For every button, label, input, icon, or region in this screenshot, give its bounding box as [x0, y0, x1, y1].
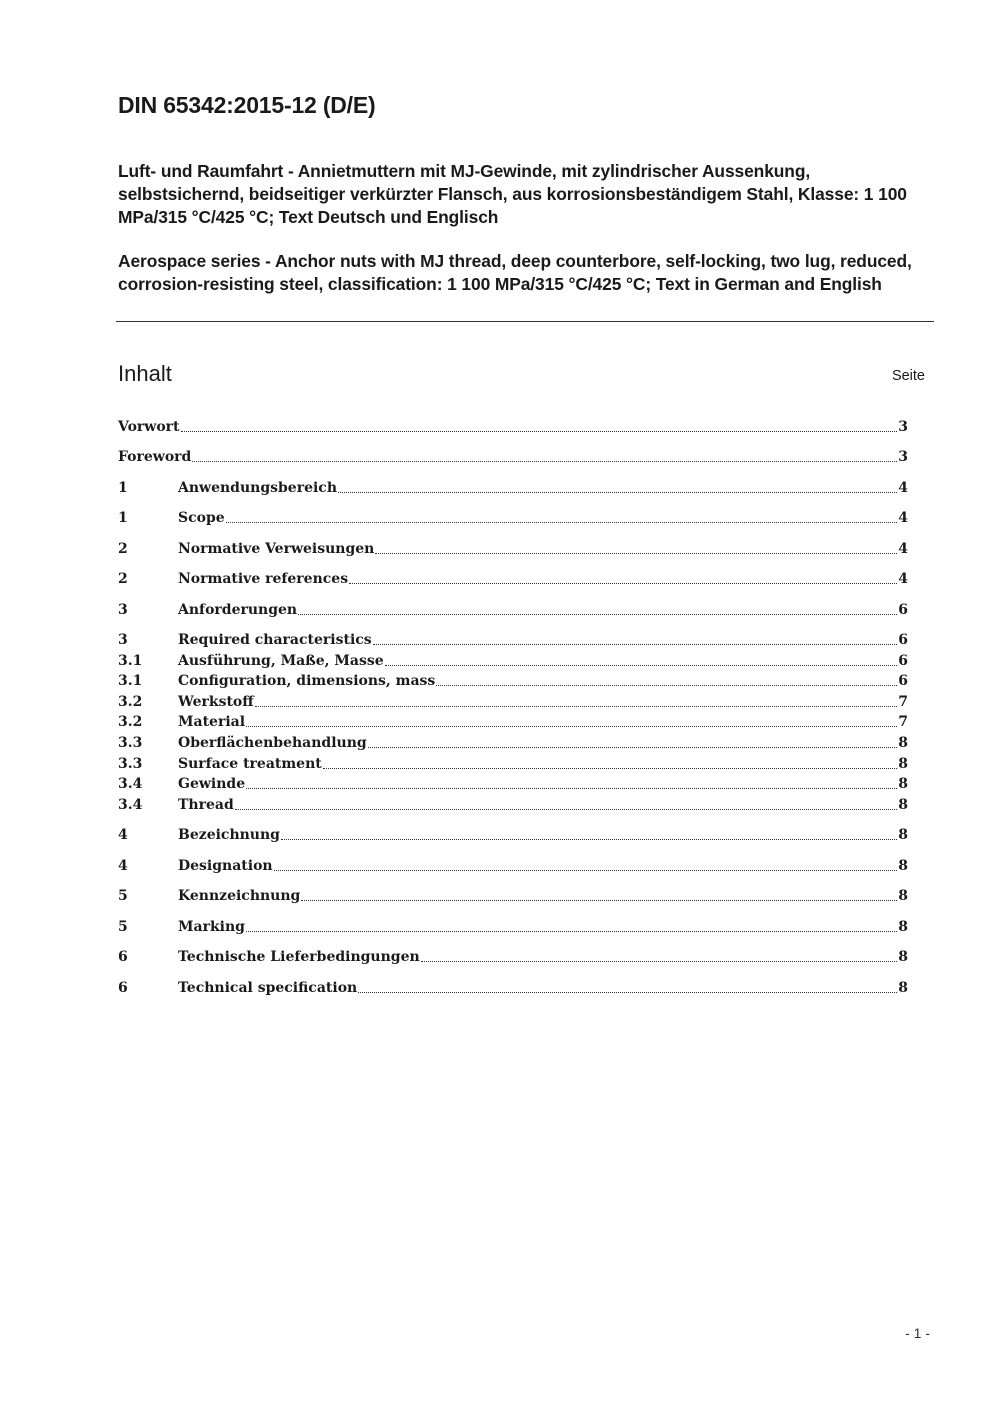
toc-entry[interactable]	[118, 569, 908, 589]
toc-dot-leader	[358, 992, 897, 993]
toc-entry[interactable]	[118, 712, 908, 732]
toc-entry-title: Technische Lieferbedingungen	[178, 949, 420, 965]
toc-dot-leader	[274, 870, 898, 871]
toc-entry-page: 4	[898, 510, 908, 526]
toc-entry[interactable]	[118, 825, 908, 845]
toc-entry[interactable]	[118, 856, 908, 876]
toc-entry-title: Kennzeichnung	[178, 888, 301, 904]
toc-dot-leader	[281, 839, 897, 840]
toc-entry-page: 4	[898, 571, 908, 587]
toc-entry-title: Gewinde	[178, 776, 246, 792]
toc-entry-page: 7	[898, 714, 908, 730]
toc-dot-leader	[349, 583, 897, 584]
contents-heading: Inhalt	[118, 361, 172, 386]
toc-entry-title: Designation	[178, 858, 273, 874]
toc-entry-page: 8	[898, 735, 908, 751]
toc-dot-leader	[421, 961, 898, 962]
toc-entry-number: 3.3	[118, 756, 143, 772]
toc-entry[interactable]	[118, 947, 908, 967]
toc-dot-leader	[373, 644, 898, 645]
toc-entry-page: 7	[898, 694, 908, 710]
toc-entry-title: Surface treatment	[178, 756, 322, 772]
toc-entry-title: Technical specification	[178, 980, 358, 996]
page-number: - 1 -	[905, 1325, 930, 1341]
toc-entry-number: 5	[118, 919, 128, 935]
toc-dot-leader	[255, 706, 898, 707]
toc-entry-title: Oberflächenbehandlung	[178, 735, 367, 751]
page-column-label: Seite	[891, 368, 925, 384]
toc-entry-page: 8	[898, 776, 908, 792]
toc-entry-number: 3.3	[118, 735, 143, 751]
toc-entry-page: 4	[898, 541, 908, 557]
toc-entry-number: 3.4	[118, 776, 143, 792]
toc-entry[interactable]	[118, 692, 908, 712]
toc-dot-leader	[246, 931, 897, 932]
toc-entry-page: 6	[898, 632, 908, 648]
title-divider	[116, 321, 934, 322]
toc-entry-number: 2	[118, 541, 128, 557]
toc-entry-title: Normative Verweisungen	[178, 541, 375, 557]
toc-dot-leader	[323, 768, 898, 769]
toc-entry-number: 3.4	[118, 797, 143, 813]
toc-entry-title: Vorwort	[118, 419, 180, 435]
toc-entry-title: Scope	[178, 510, 225, 526]
toc-entry-number: 4	[118, 827, 128, 843]
toc-entry-title: Material	[178, 714, 246, 730]
toc-entry[interactable]	[118, 917, 908, 937]
toc-entry-title: Bezeichnung	[178, 827, 280, 843]
toc-dot-leader	[301, 900, 897, 901]
toc-entry[interactable]	[118, 774, 908, 794]
toc-dot-leader	[226, 522, 898, 523]
toc-dot-leader	[375, 553, 897, 554]
toc-entry[interactable]	[118, 795, 908, 815]
toc-dot-leader	[368, 747, 898, 748]
toc-dot-leader	[246, 788, 897, 789]
document-id: DIN 65342:2015-12 (D/E)	[118, 92, 376, 118]
toc-entry-page: 6	[898, 653, 908, 669]
title-english: Aerospace series - Anchor nuts with MJ thread, deep counterbore, self-locking, two lug, reduced, corrosion-resisting steel, classification: 1 100 MPa/315 °C/425 °C; Text in German and English	[118, 251, 912, 294]
toc-entry-number: 3.2	[118, 714, 143, 730]
toc-entry-title: Configuration, dimensions, mass	[178, 673, 436, 689]
toc-entry-page: 8	[898, 756, 908, 772]
toc-entry-number: 3	[118, 632, 128, 648]
toc-entry-page: 3	[898, 449, 908, 465]
toc-entry[interactable]	[118, 671, 908, 691]
toc-dot-leader	[181, 431, 898, 432]
toc-entry[interactable]	[118, 508, 908, 528]
toc-entry-page: 6	[898, 673, 908, 689]
toc-entry-page: 8	[898, 949, 908, 965]
toc-entry-page: 6	[898, 602, 908, 618]
toc-dot-leader	[338, 492, 897, 493]
toc-entry[interactable]	[118, 886, 908, 906]
toc-dot-leader	[192, 461, 897, 462]
toc-entry-title: Normative references	[178, 571, 349, 587]
toc-entry-title: Anforderungen	[178, 602, 298, 618]
toc-entry-page: 4	[898, 480, 908, 496]
toc-entry-title: Foreword	[118, 449, 192, 465]
toc-entry-title: Required characteristics	[178, 632, 372, 648]
toc-entry[interactable]	[118, 651, 908, 671]
toc-entry-page: 8	[898, 888, 908, 904]
toc-entry[interactable]	[118, 600, 908, 620]
toc-entry[interactable]	[118, 630, 908, 650]
toc-entry[interactable]	[118, 478, 908, 498]
toc-entry-title: Anwendungsbereich	[178, 480, 337, 496]
toc-entry[interactable]	[118, 754, 908, 774]
toc-entry-page: 8	[898, 827, 908, 843]
toc-dot-leader	[436, 685, 897, 686]
toc-entry-number: 4	[118, 858, 128, 874]
toc-entry-number: 2	[118, 571, 128, 587]
toc-dot-leader	[298, 614, 897, 615]
toc-entry-title: Marking	[178, 919, 245, 935]
toc-entry[interactable]	[118, 447, 908, 467]
toc-entry-title: Werkstoff	[178, 694, 254, 710]
toc-entry-number: 3	[118, 602, 128, 618]
toc-entry-title: Thread	[178, 797, 234, 813]
toc-entry-page: 8	[898, 919, 908, 935]
toc-entry[interactable]	[118, 417, 908, 437]
toc-entry[interactable]	[118, 733, 908, 753]
toc-entry-number: 5	[118, 888, 128, 904]
toc-entry-number: 3.1	[118, 653, 143, 669]
toc-dot-leader	[385, 665, 898, 666]
toc-entry-page: 3	[898, 419, 908, 435]
toc-entry-title: Ausführung, Maße, Masse	[178, 653, 384, 669]
toc-entry[interactable]	[118, 978, 908, 998]
toc-dot-leader	[235, 809, 898, 810]
toc-entry-number: 3.1	[118, 673, 143, 689]
toc-entry-number: 1	[118, 480, 128, 496]
toc-entry-page: 8	[898, 980, 908, 996]
toc-entry-number: 6	[118, 980, 128, 996]
toc-entry-number: 1	[118, 510, 128, 526]
toc-entry[interactable]	[118, 539, 908, 559]
toc-entry-number: 3.2	[118, 694, 143, 710]
toc-entry-number: 6	[118, 949, 128, 965]
title-german: Luft- und Raumfahrt - Annietmuttern mit MJ-Gewinde, mit zylindrischer Aussenkung, selbstsichernd, beidseitiger verkürzter Flansch, aus korrosionsbeständigem Stahl, Klasse: 1 100 MPa/315 °C/425 °C; Text Deutsch und Englisch	[118, 161, 907, 227]
toc-entry-page: 8	[898, 797, 908, 813]
toc-entry-page: 8	[898, 858, 908, 874]
toc-dot-leader	[246, 726, 897, 727]
